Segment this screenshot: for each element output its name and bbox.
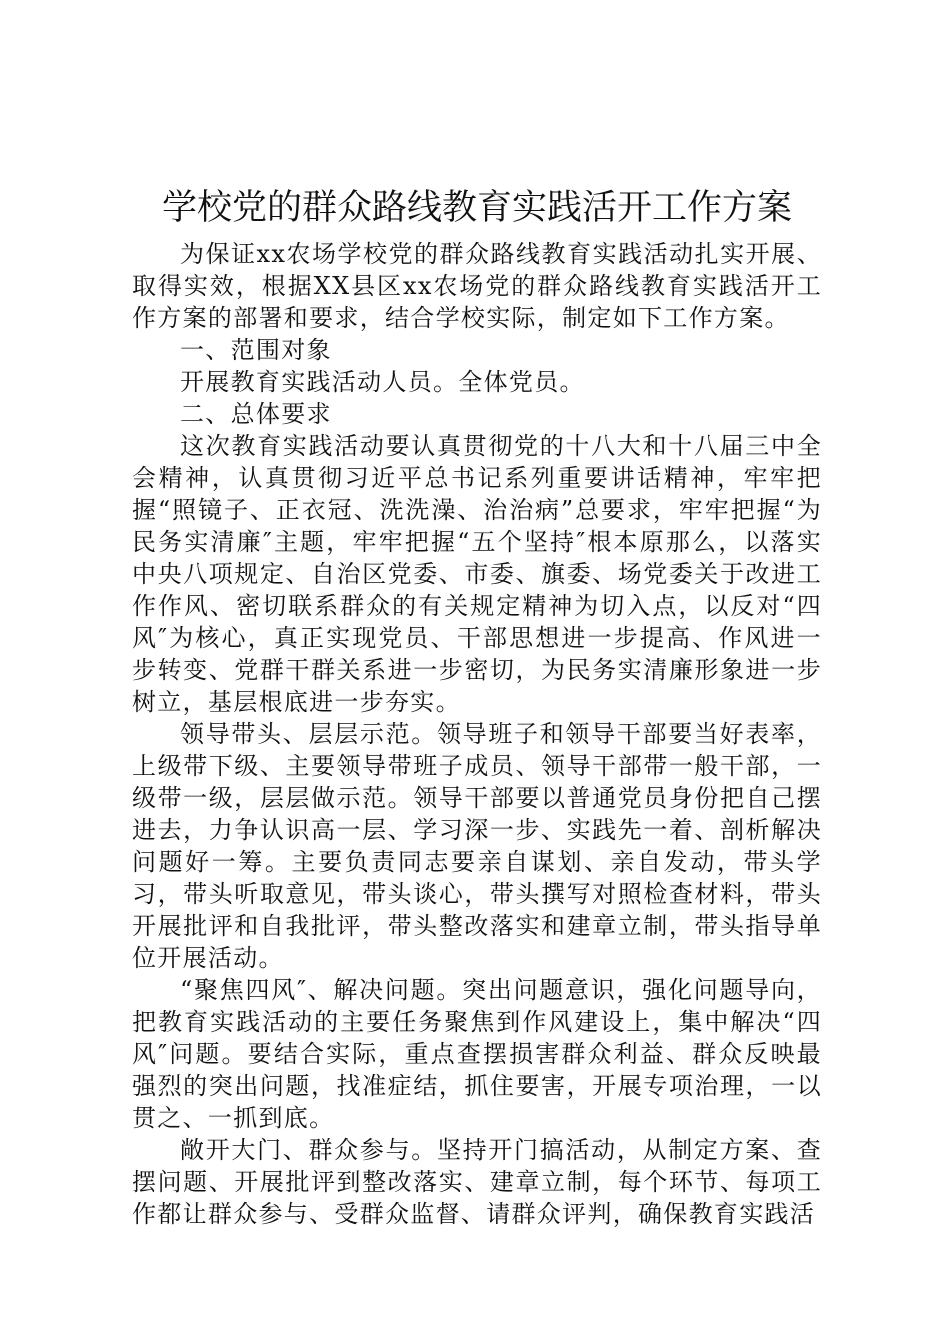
requirements-paragraph: 这次教育实践活动要认真贯彻党的十八大和十八届三中全会精神，认真贯彻习近平总书记系列重要讲话精神，牢牢把握“照镜子、正衣冠、洗洗澡、治治病”总要求，牢牢把握“为民务实清廉″主题，牢牢把握“五个坚持″根本原那么，以落实中央八项规定、自治区党委、市委、旗委、场党委关于改进工作作风、密切联系群众的有关规定精神为切入点，以反对“四风″为核心，真正实现党员、干部思想进一步提高、作风进一步转变、党群干群关系进一步密切，为民务实清廉形象进一步树立，基层根底进一步夯实。 (132, 432, 822, 716)
four-winds-paragraph: “聚焦四风″、解决问题。突出问题意识，强化问题导向，把教育实践活动的主要任务聚焦到作风建设上，集中解决“四风″问题。要结合实际，重点查摆损害群众利益、群众反映最强烈的突出问题，找准症结，抓住要害，开展专项治理，一以贯之、一抓到底。 (132, 976, 822, 1132)
section-heading-scope: 一、范围对象 (180, 336, 332, 364)
document-page (132, 178, 822, 1230)
intro-paragraph: 为保证xx农场学校党的群众路线教育实践活动扎实开展、取得实效，根据XX县区xx农场党的群众路线教育实践活开工作方案的部署和要求，结合学校实际，制定如下工作方案。 (132, 240, 822, 332)
leadership-paragraph: 领导带头、层层示范。领导班子和领导干部要当好表率，上级带下级、主要领导带班子成员、领导干部带一般干部，一级带一级，层层做示范。领导干部要以普通党员身份把自己摆进去，力争认识高一层、学习深一步、实践先一着、剖析解决问题好一筹。主要负责同志要亲自谋划、亲自发动，带头学习，带头听取意见，带头谈心，带头撰写对照检查材料，带头开展批评和自我批评，带头整改落实和建章立制，带头指导单位开展活动。 (132, 720, 822, 972)
section-heading-requirements: 二、总体要求 (180, 400, 332, 428)
document-title: 学校党的群众路线教育实践活开工作方案 (161, 188, 792, 228)
scope-paragraph: 开展教育实践活动人员。全体党员。 (180, 368, 585, 396)
open-door-paragraph: 敞开大门、群众参与。坚持开门搞活动，从制定方案、查摆问题、开展批评到整改落实、建章立制，每个环节、每项工作都让群众参与、受群众监督、请群众评判，确保教育实践活 (132, 1136, 822, 1228)
